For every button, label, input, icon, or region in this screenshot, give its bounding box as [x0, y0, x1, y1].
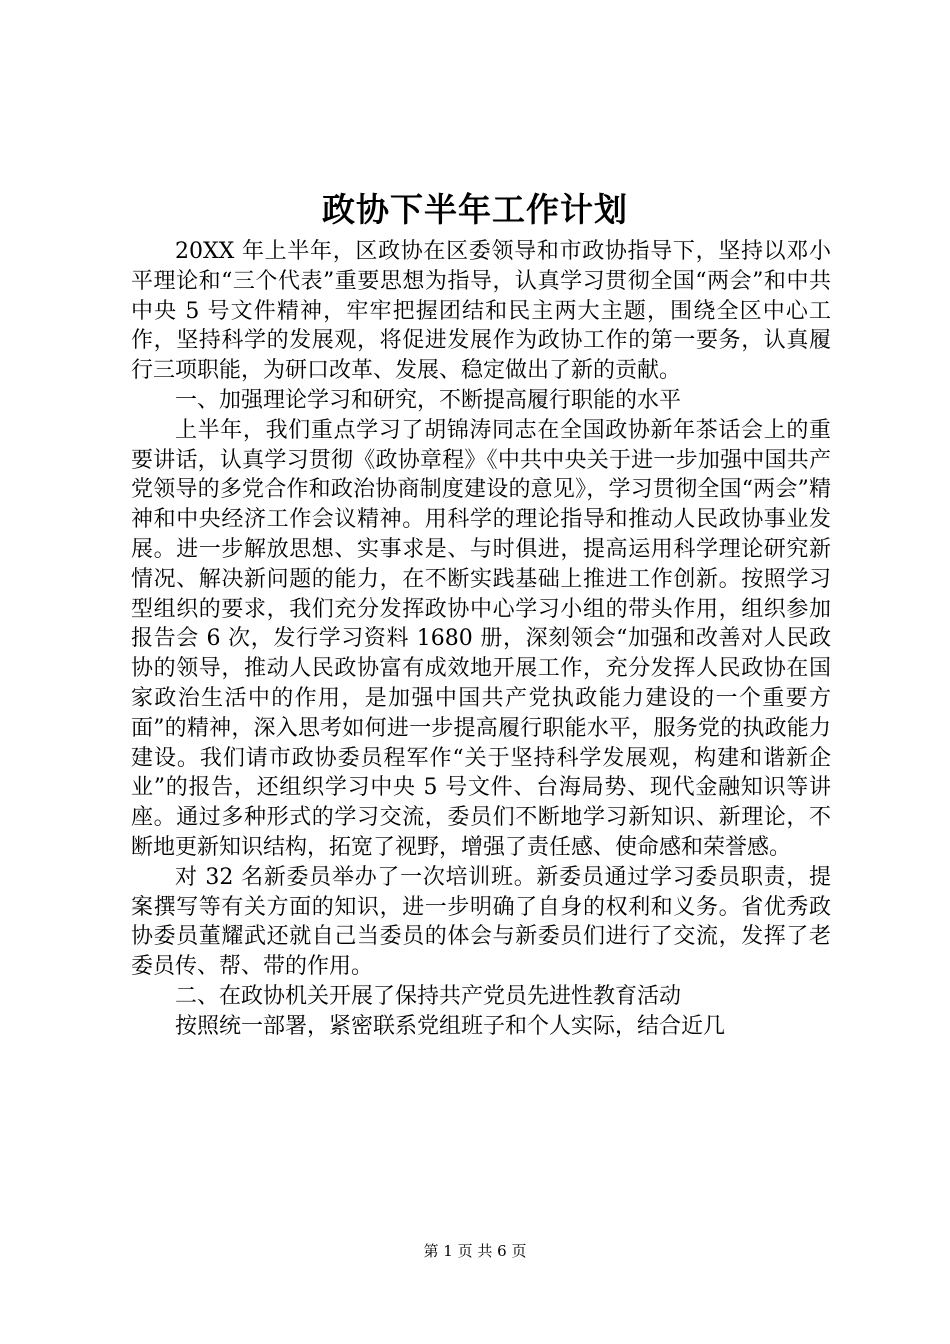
- paragraph-intro: 20XX 年上半年，区政协在区委领导和市政协指导下，坚持以邓小平理论和“三个代表”重要思想为指导，认真学习贯彻全国“两会”和中共中央 5 号文件精神，牢牢把握团结和民主两大主题，围绕全区中心工作，坚持科学的发展观，将促进发展作为政协工作的第一要务，认真履行三项职能，为研口改革、发展、稳定做出了新的贡献。: [131, 239, 831, 384]
- document-body: [131, 237, 831, 1042]
- document-title: 政协下半年工作计划: [322, 190, 628, 229]
- section-heading-1: 一、加强理论学习和研究，不断提高履行职能的水平: [175, 387, 682, 413]
- section-heading-2: 二、在政协机关开展了保持共产党员先进性教育活动: [175, 983, 682, 1009]
- paragraph-training: 对 32 名新委员举办了一次培训班。新委员通过学习委员职责，提案撰写等有关方面的知识，进一步明确了自身的权利和义务。省优秀政协委员董耀武还就自己当委员的体会与新委员们进行了交流，发挥了老委员传、帮、带的作用。: [131, 864, 831, 980]
- page-number-footer: 第 1 页 共 6 页: [423, 1242, 527, 1260]
- paragraph-deployment: 按照统一部署，紧密联系党组班子和个人实际，结合近几: [175, 1013, 726, 1039]
- paragraph-study: 上半年，我们重点学习了胡锦涛同志在全国政协新年茶话会上的重要讲话，认真学习贯彻《政协章程》《中共中央关于进一步加强中国共产党领导的多党合作和政治协商制度建设的意见》，学习贯彻全国“两会”精神和中央经济工作会议精神。用科学的理论指导和推动人民政协事业发展。进一步解放思想、实事求是、与时俱进，提高运用科学理论研究新情况、解决新问题的能力，在不断实践基础上推进工作创新。按照学习型组织的要求，我们充分发挥政协中心学习小组的带头作用，组织参加报告会 6 次，发行学习资料 1680 册，深刻领会“加强和改善对人民政协的领导，推动人民政协富有成效地开展工作，充分发挥人民政协在国家政治生活中的作用，是加强中国共产党执政能力建设的一个重要方面”的精神，深入思考如何进一步提高履行职能水平，服务党的执政能力建设。我们请市政协委员程军作“关于坚持科学发展观，构建和谐新企业”的报告，还组织学习中央 5 号文件、台海局势、现代金融知识等讲座。通过多种形式的学习交流，委员们不断地学习新知识、新理论，不断地更新知识结构，拓宽了视野，增强了责任感、使命感和荣誉感。: [131, 417, 831, 860]
